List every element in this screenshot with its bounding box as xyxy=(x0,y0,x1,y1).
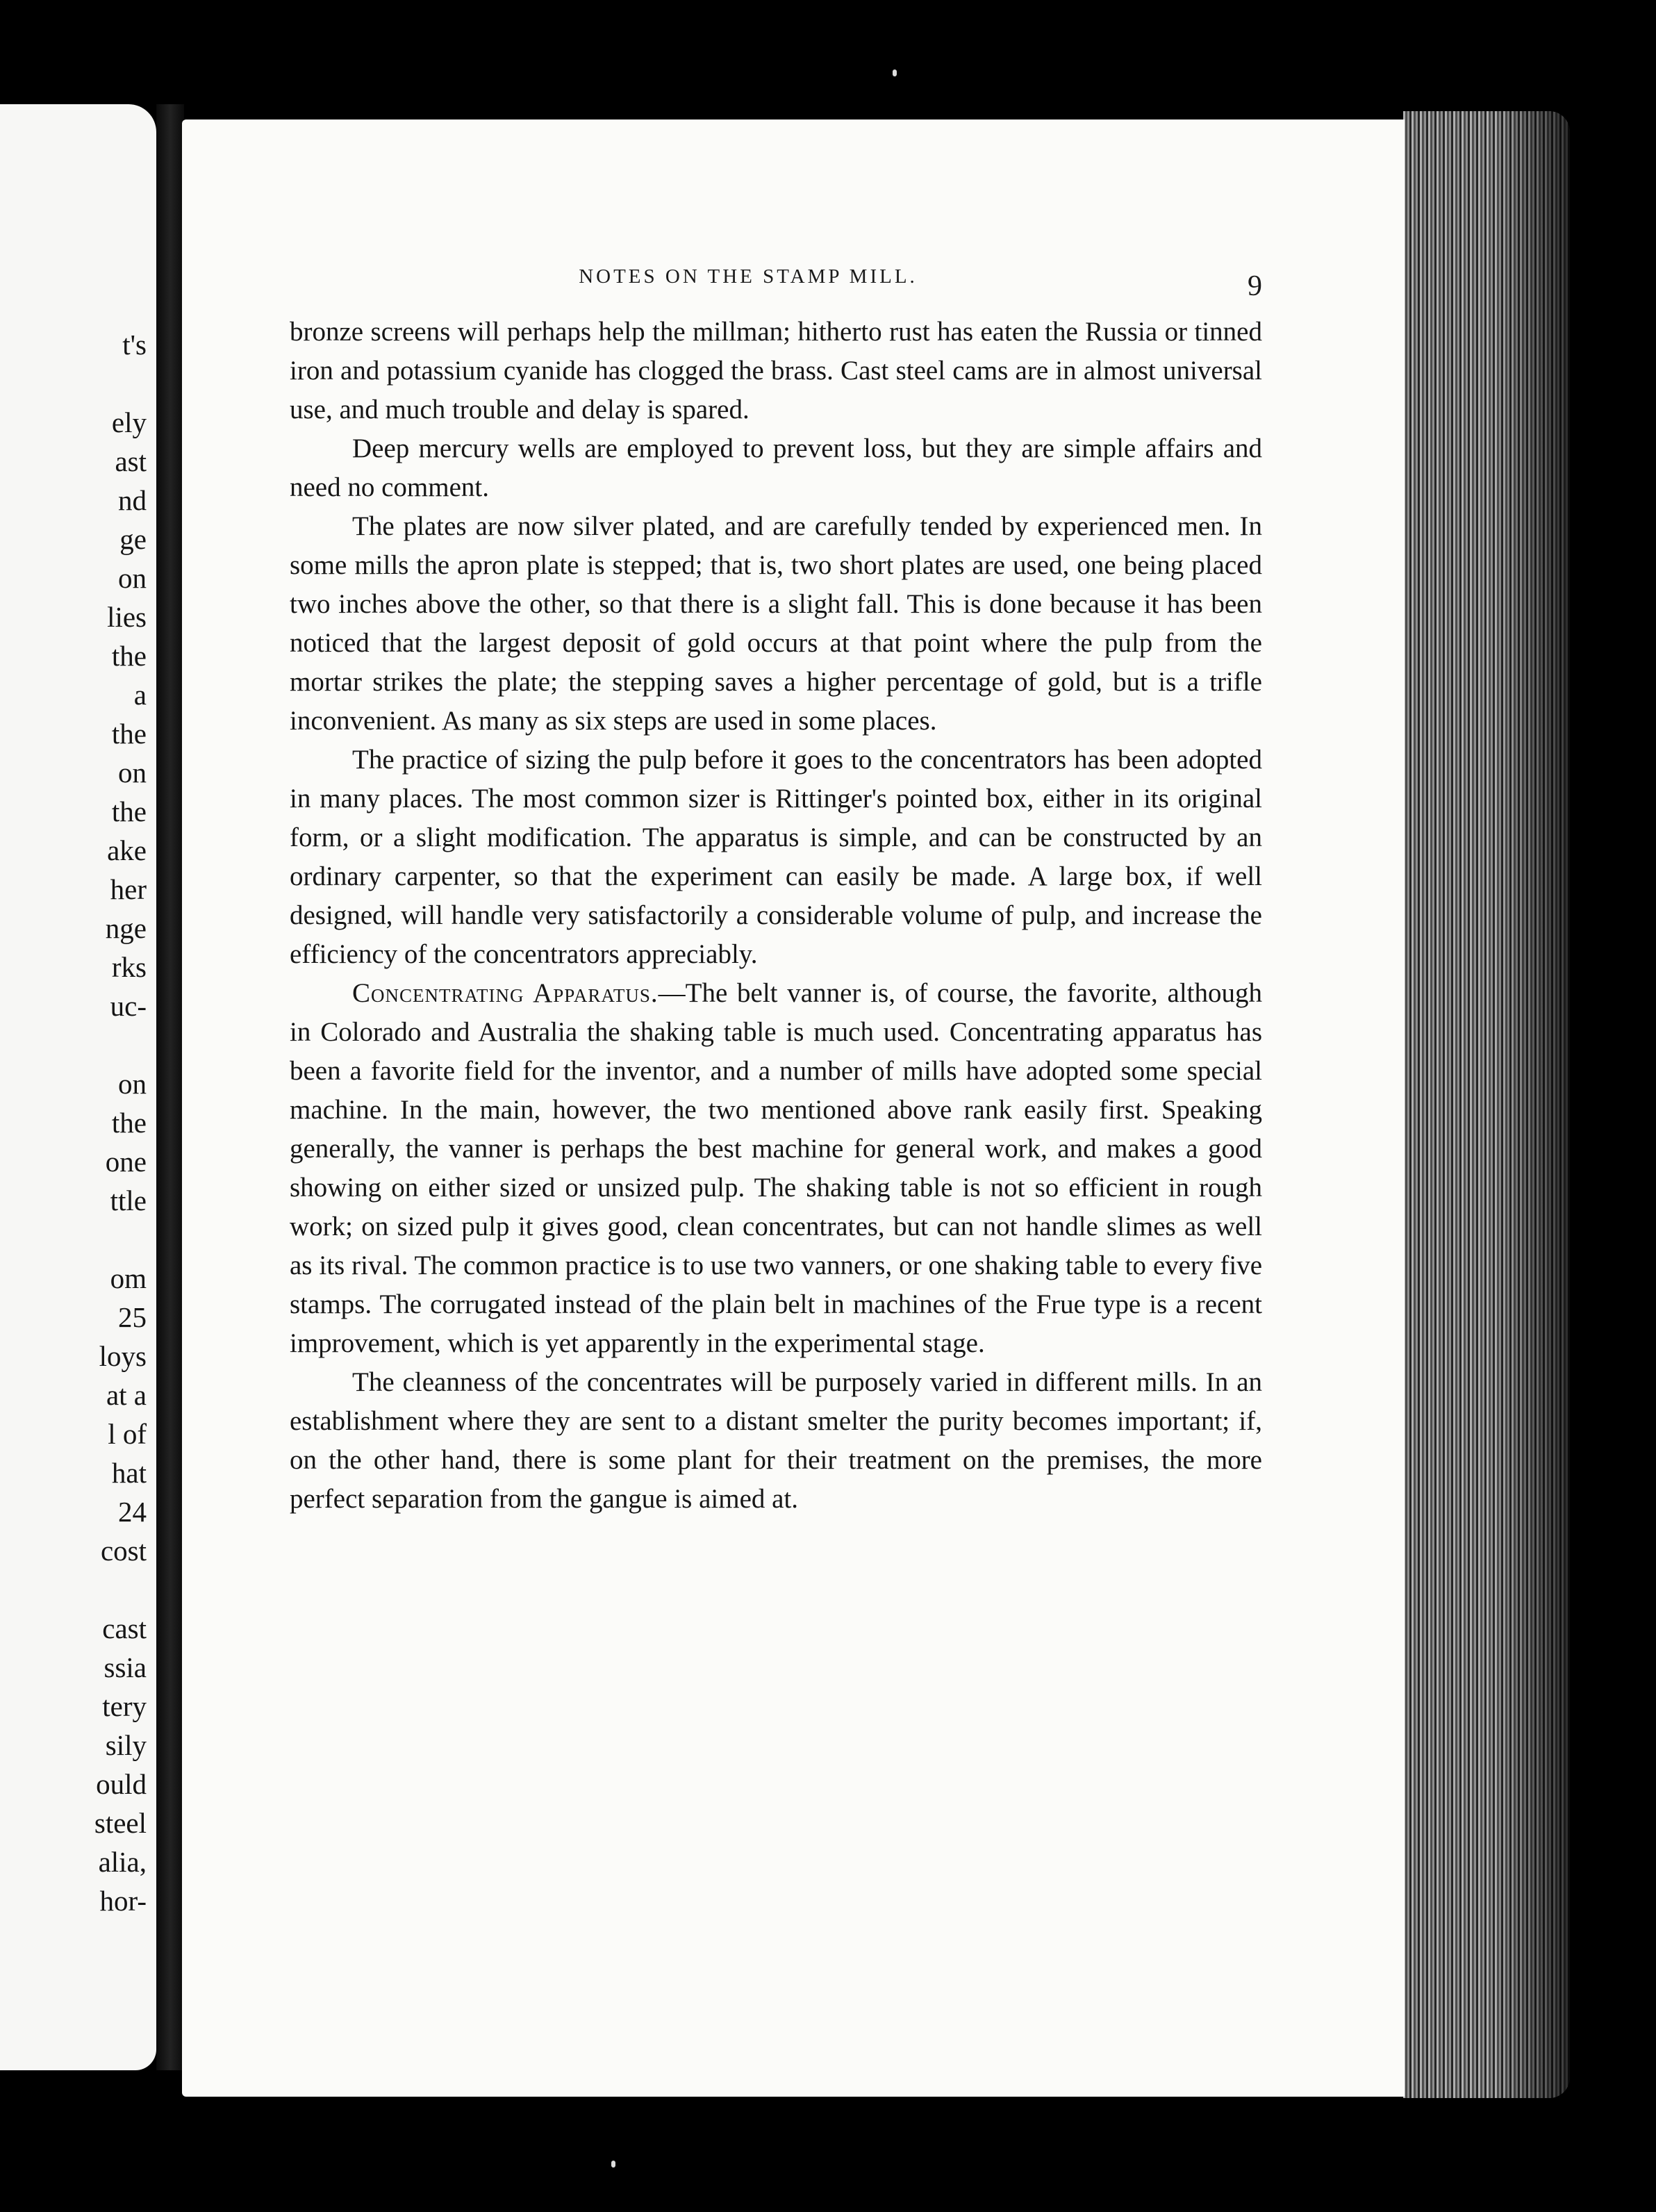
paragraph-5 xyxy=(290,974,1262,1363)
paragraph-5-text: —The belt vanner is, of course, the favorite, although in Colorado and Australia the shaking table is much used. Concentrating apparatus has been a favorite field for the inventor, and a number of mills have adopted some special machine. In the main, however, the two mentioned above rank easily first. Speaking generally, the vanner is perhaps the best machine for general work, and makes a good showing on either sized or unsized pulp. The shaking table is not so efficient in rough work; on sized pulp it gives good, clean concentrates, but can not handle slimes as well as its rival. The common practice is to use two vanners, or one shaking table to every five stamps. The corrugated instead of the plain belt in machines of the Frue type is a recent improvement, which is yet apparently in the experimental stage. xyxy=(290,978,1262,1358)
facing-page xyxy=(0,104,156,2070)
facing-page-fragment: alia, xyxy=(98,1846,147,1878)
facing-page-blank-line xyxy=(94,364,147,403)
running-head xyxy=(290,265,1262,307)
facing-page-fragment: t's xyxy=(122,329,147,361)
facing-page-fragment: nd xyxy=(118,484,147,516)
book-gutter xyxy=(156,104,184,2070)
body-text xyxy=(290,313,1262,1519)
facing-page-fragment: loys xyxy=(99,1340,147,1372)
facing-page-fragment: ttle xyxy=(110,1185,147,1216)
page-number: 9 xyxy=(1248,270,1262,302)
facing-page-fragment: ake xyxy=(107,834,147,866)
page-content xyxy=(290,265,1262,1519)
facing-page-fragment: nge xyxy=(105,912,147,944)
paragraph-2: Deep mercury wells are employed to prevent loss, but they are simple affairs and need no comment. xyxy=(290,434,1262,502)
facing-page-blank-line xyxy=(94,1220,147,1259)
facing-page-fragment: ould xyxy=(96,1768,147,1800)
facing-page-fragment: steel xyxy=(94,1807,147,1839)
facing-page-fragment: l of xyxy=(108,1418,147,1450)
facing-page-fragment: on xyxy=(118,562,147,594)
facing-page-fragment: ge xyxy=(119,523,147,555)
paragraph-3: The plates are now silver plated, and are carefully tended by experienced men. In some mills the apron plate is stepped; that is, two short plates are used, one being placed two inches above the other, so that there is a slight fall. This is done because it has been noticed that the largest deposit of gold occurs at that point where the pulp from the mortar strikes the plate; the stepping saves a higher percentage of gold, but is a trifle inconvenient. As many as six steps are used in some places. xyxy=(290,511,1262,736)
facing-page-fragment: hor- xyxy=(99,1885,147,1917)
facing-page-fragment: hat xyxy=(111,1457,147,1489)
facing-page-fragment: the xyxy=(111,718,147,750)
facing-page-fragment: one xyxy=(105,1146,147,1178)
facing-page-text-fragments xyxy=(94,325,147,1920)
facing-page-fragment: lies xyxy=(107,601,147,633)
facing-page-fragment: on xyxy=(118,757,147,789)
scan-speck xyxy=(611,2161,615,2168)
facing-page-fragment: ssia xyxy=(104,1651,147,1683)
facing-page-fragment: cost xyxy=(100,1535,147,1567)
facing-page-fragment: om xyxy=(110,1262,147,1294)
book-page xyxy=(182,119,1405,2097)
facing-page-fragment: uc- xyxy=(110,990,147,1022)
facing-page-fragment: the xyxy=(111,640,147,672)
facing-page-fragment: 24 xyxy=(118,1496,147,1528)
facing-page-fragment: tery xyxy=(102,1690,147,1722)
facing-page-fragment: sily xyxy=(105,1729,147,1761)
facing-page-fragment: ast xyxy=(115,445,147,477)
scan-speck xyxy=(893,69,897,76)
running-title: NOTES ON THE STAMP MILL. xyxy=(579,265,918,288)
facing-page-fragment: her xyxy=(110,873,147,905)
facing-page-blank-line xyxy=(94,1570,147,1609)
facing-page-fragment: the xyxy=(111,1107,147,1139)
facing-page-fragment: 25 xyxy=(118,1301,147,1333)
paragraph-4: The practice of sizing the pulp before it goes to the concentrators has been adopted in many places. The most common sizer is Rittinger's pointed box, either in its original form, or a slight modification. The apparatus is simple, and can be constructed by an ordinary carpenter, so that the experiment can easily be made. A large box, if well designed, will handle very satisfactorily a considerable volume of pulp, and increase the efficiency of the concentrators appreciably. xyxy=(290,745,1262,969)
facing-page-fragment: cast xyxy=(102,1612,147,1644)
facing-page-fragment: at a xyxy=(106,1379,147,1411)
facing-page-fragment: rks xyxy=(111,951,147,983)
facing-page-fragment: the xyxy=(111,795,147,827)
paragraph-6: The cleanness of the concentrates will be purposely varied in different mills. In an establishment where they are sent to a distant smelter the purity becomes important; if, on the other hand, there is some plant for their treatment on the premises, the more perfect separation from the gangue is aimed at. xyxy=(290,1367,1262,1514)
paragraph-1: bronze screens will perhaps help the millman; hitherto rust has eaten the Russia or tinned iron and potassium cyanide has clogged the brass. Cast steel cams are in almost universal use, and much trouble and delay is spared. xyxy=(290,317,1262,424)
facing-page-fragment: a xyxy=(133,679,147,711)
facing-page-fragment: on xyxy=(118,1068,147,1100)
facing-page-blank-line xyxy=(94,1025,147,1064)
page-edges-shadow xyxy=(1493,111,1570,2098)
section-heading: Concentrating Apparatus. xyxy=(352,978,659,1008)
facing-page-fragment: ely xyxy=(111,406,147,438)
